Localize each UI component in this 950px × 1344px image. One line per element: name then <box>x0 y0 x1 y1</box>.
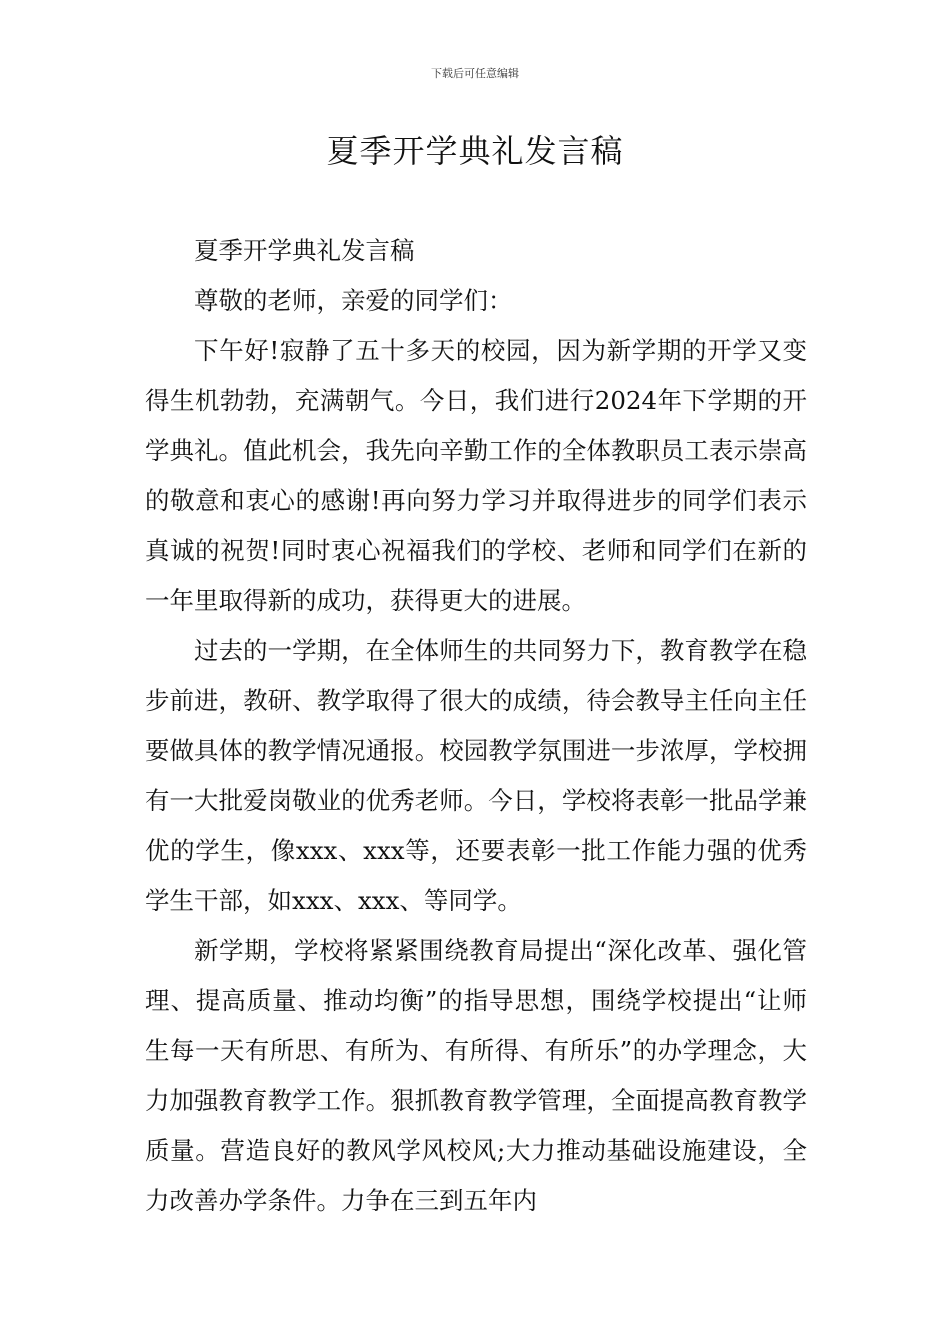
document-title: 夏季开学典礼发言稿 <box>326 132 624 170</box>
paragraph-greeting: 下午好!寂静了五十多天的校园，因为新学期的开学又变得生机勃勃，充满朝气。今日，我们进行2024年下学期的开学典礼。值此机会，我先向辛勤工作的全体教职员工表示崇高的敬意和衷心的感谢!再向努力学习并取得进步的同学们表示真诚的祝贺!同时衷心祝福我们的学校、老师和同学们在新的一年里取得新的成功，获得更大的进展。 <box>145 336 807 615</box>
document-body <box>145 226 807 1226</box>
paragraph-review: 过去的一学期，在全体师生的共同努力下，教育教学在稳步前进，教研、教学取得了很大的成绩，待会教导主任向主任要做具体的教学情况通报。校园教学氛围进一步浓厚，学校拥有一大批爱岗敬业的优秀老师。今日，学校将表彰一批品学兼优的学生，像xxx、xxx等，还要表彰一批工作能力强的优秀学生干部，如xxx、xxx、等同学。 <box>145 636 807 915</box>
paragraph-subtitle: 夏季开学典礼发言稿 <box>194 236 415 265</box>
header-note: 下载后可任意编辑 <box>431 67 519 80</box>
paragraph-plan: 新学期，学校将紧紧围绕教育局提出“深化改革、强化管理、提高质量、推动均衡”的指导思想，围绕学校提出“让师生每一天有所思、有所为、有所得、有所乐”的办学理念，大力加强教育教学工作。狠抓教育教学管理，全面提高教育教学质量。营造良好的教风学风校风;大力推动基础设施建设，全力改善办学条件。力争在三到五年内 <box>145 936 807 1215</box>
paragraph-salutation: 尊敬的老师，亲爱的同学们： <box>194 286 513 315</box>
